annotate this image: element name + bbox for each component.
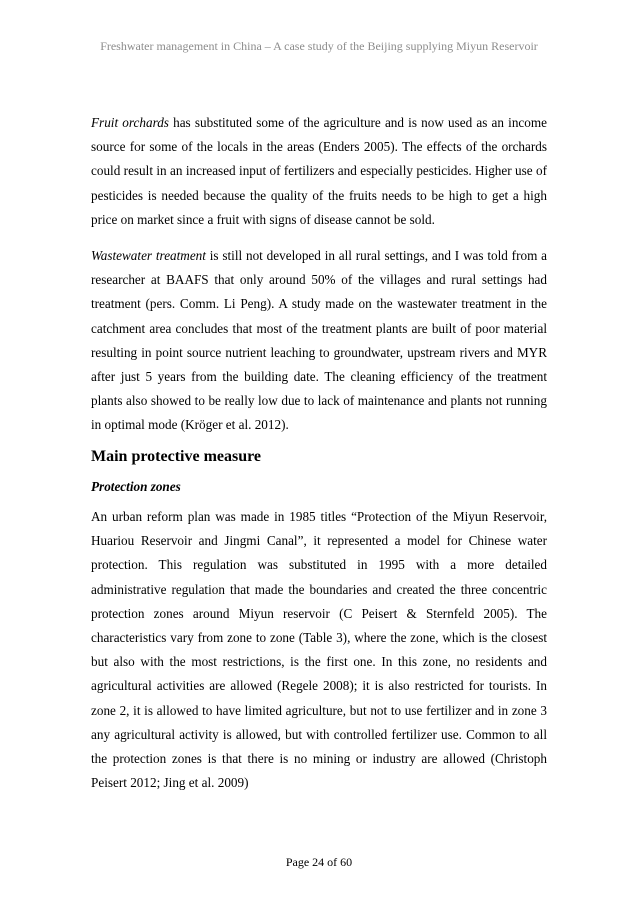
paragraph-protection-zones: An urban reform plan was made in 1985 titles “Protection of the Miyun Reservoir, Huariou Reservoir and Jingmi Canal”, it represented a model for Chinese water protection. This regulation was substituted in 1995 with a more detailed administrative regulation that made the boundaries and created the three concentric protection zones around Miyun reservoir (C Peisert & Sternfeld 2005). The characteristics vary from zone to zone (Table 3), where the zone, which is the closest but also with the most restrictions, is the first one. In this zone, no residents and agricultural activities are allowed (Regele 2008); it is also restricted for tourists. In zone 2, it is allowed to have limited agriculture, but not to use fertilizer and in zone 3 any agricultural activity is allowed, but with controlled fertilizer use. Common to all the protection zones is that there is no mining or industry are allowed (Christoph Peisert 2012; Jing et al. 2009) [91,509,547,791]
paragraph-fruit-orchards [91,111,547,232]
page-number: Page 24 of 60 [285,855,353,869]
paragraph-text: has substituted some of the agriculture and is now used as an income source for some of the locals in the areas (Enders 2005). The effects of the orchards could result in an increased input of fertilizers and especially pesticides. Higher use of pesticides is needed because the quality of the fruits needs to be high to get a high price on market since a fruit with signs of disease cannot be sold. [91,115,547,227]
paragraph-wastewater-treatment [91,244,547,438]
paragraph-text: is still not developed in all rural settings, and I was told from a researcher at BAAFS that only around 50% of the villages and rural settings had treatment (pers. Comm. Li Peng). A study made on the wastewater treatment in the catchment area concludes that most of the treatment plants are built of poor material resulting in point source nutrient leaching to groundwater, upstream rivers and MYR after just 5 years from the building date. The cleaning efficiency of the treatment plants also showed to be really low due to lack of maintenance and plants not running in optimal mode (Kröger et al. 2012). [91,248,547,433]
running-header: Freshwater management in China – A case study of the Beijing supplying Miyun Reservoir [100,39,538,53]
lead-term-wastewater-treatment: Wastewater treatment [91,248,206,263]
lead-term-fruit-orchards: Fruit orchards [91,115,169,130]
subsection-heading: Protection zones [91,479,181,494]
section-heading: Main protective measure [91,448,262,465]
